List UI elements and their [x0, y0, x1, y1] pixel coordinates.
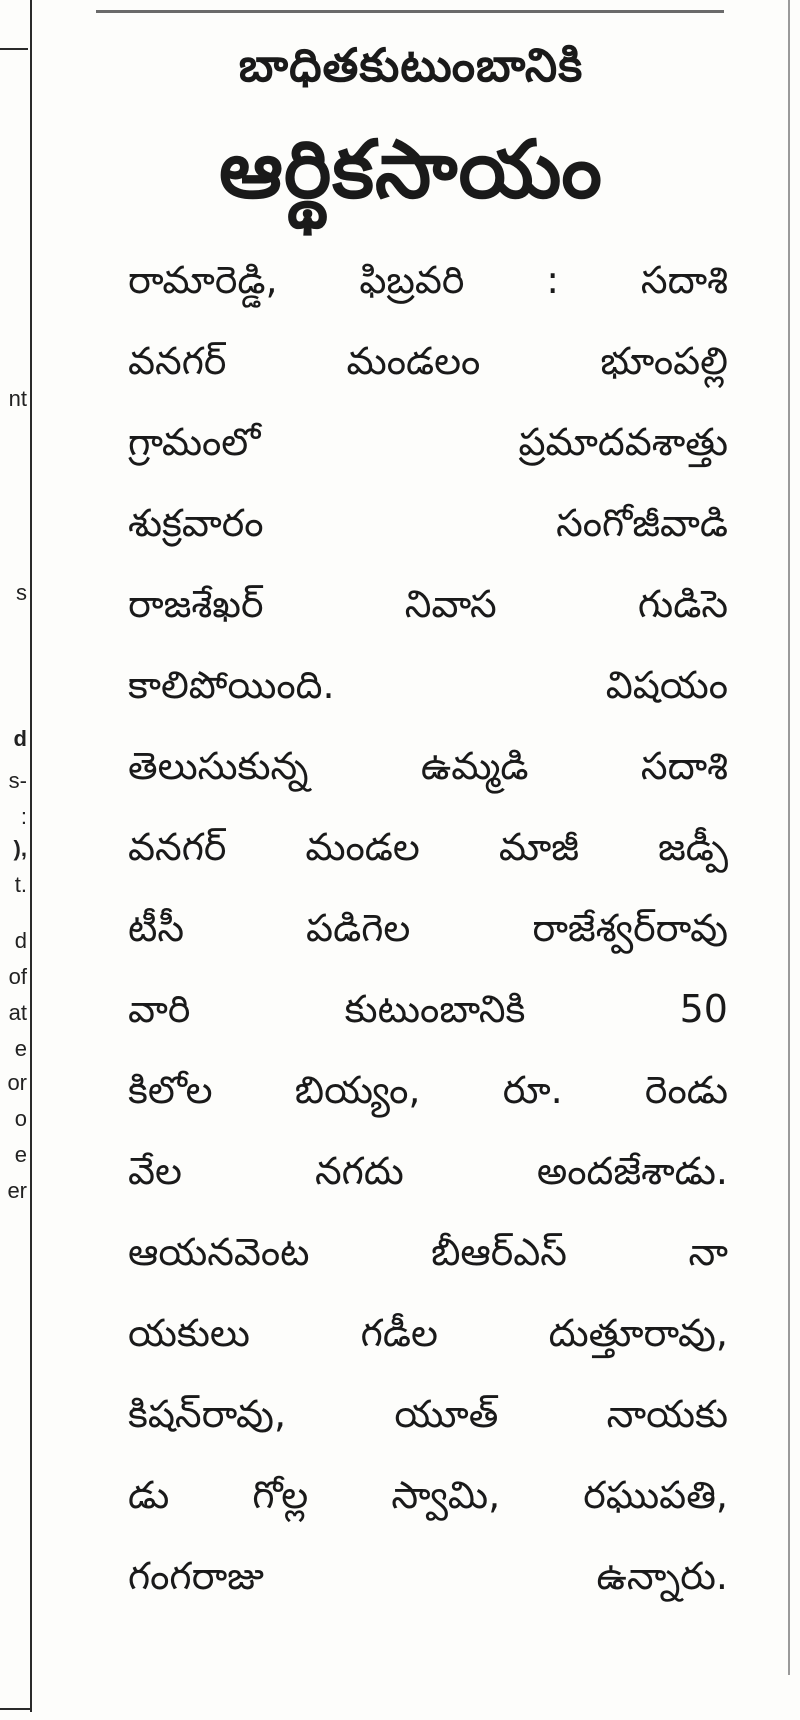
body-line: గంగరాజు ఉన్నారు.: [128, 1554, 728, 1598]
body-line: వారి కుటుంబానికి 50: [128, 987, 728, 1031]
body-line: తెలుసుకున్న ఉమ్మడి సదాశి: [128, 744, 728, 788]
body-line: కిలోల బియ్యం, రూ. రెండు: [128, 1068, 728, 1112]
adjacent-text-fragment: of: [8, 964, 27, 989]
adjacent-text-fragment: nt: [8, 386, 27, 411]
adjacent-text-fragment: ),: [13, 836, 27, 861]
body-line: రాజశేఖర్ నివాస గుడిసె: [128, 582, 728, 626]
body-line: యకులు గడీల దుత్తూరావు,: [128, 1311, 728, 1355]
column-top-rule: [0, 48, 28, 50]
article-top-rule: [96, 10, 724, 13]
body-line: ఆయనవెంట బీఆర్ఎస్ నా: [128, 1230, 728, 1274]
adjacent-text-fragment: s-: [8, 768, 27, 793]
column-divider-right: [788, 0, 790, 1675]
body-line: వనగర్ మండలం భూంపల్లి: [128, 339, 728, 383]
adjacent-column-left: [0, 0, 32, 1712]
adjacent-text-fragment: er: [7, 1178, 27, 1203]
adjacent-text-fragment: d: [14, 928, 27, 953]
adjacent-text-fragment: d: [13, 726, 27, 751]
adjacent-text-fragment: :: [20, 804, 27, 829]
adjacent-text-fragment: t.: [14, 872, 27, 897]
body-line: వేల నగదు అందజేశాడు.: [128, 1149, 728, 1193]
article-headline: [96, 34, 726, 226]
adjacent-text-fragment: or: [7, 1070, 27, 1095]
body-line: రామారెడ్డి, ఫిబ్రవరి : సదాశి: [128, 258, 728, 302]
headline-main: ఆర్థికసాయం: [219, 123, 603, 216]
body-line: వనగర్ మండల మాజీ జడ్పీ: [128, 825, 728, 869]
body-line: డు గోల్ల స్వామి, రఘుపతి,: [128, 1473, 728, 1517]
adjacent-text-fragment: e: [14, 1036, 27, 1061]
adjacent-text-fragment: e: [14, 1142, 27, 1167]
body-line: కాలిపోయింది. విషయం: [128, 663, 728, 707]
headline-kicker: బాధితకుటుంబానికి: [238, 38, 584, 92]
body-line: గ్రామంలో ప్రమాదవశాత్తు: [128, 420, 728, 464]
news-article: [96, 0, 726, 1720]
body-line: శుక్రవారం సంగోజీవాడి: [128, 501, 728, 545]
article-body: [128, 240, 728, 1617]
column-bottom-rule: [0, 1708, 30, 1710]
body-line: టీసీ పడిగెల రాజేశ్వర్‌రావు: [128, 906, 728, 950]
body-line: కిషన్‌రావు, యూత్ నాయకు: [128, 1392, 728, 1436]
adjacent-text-fragment: o: [14, 1106, 27, 1131]
adjacent-text-fragment: at: [8, 1000, 27, 1025]
adjacent-text-fragment: s: [16, 580, 27, 605]
